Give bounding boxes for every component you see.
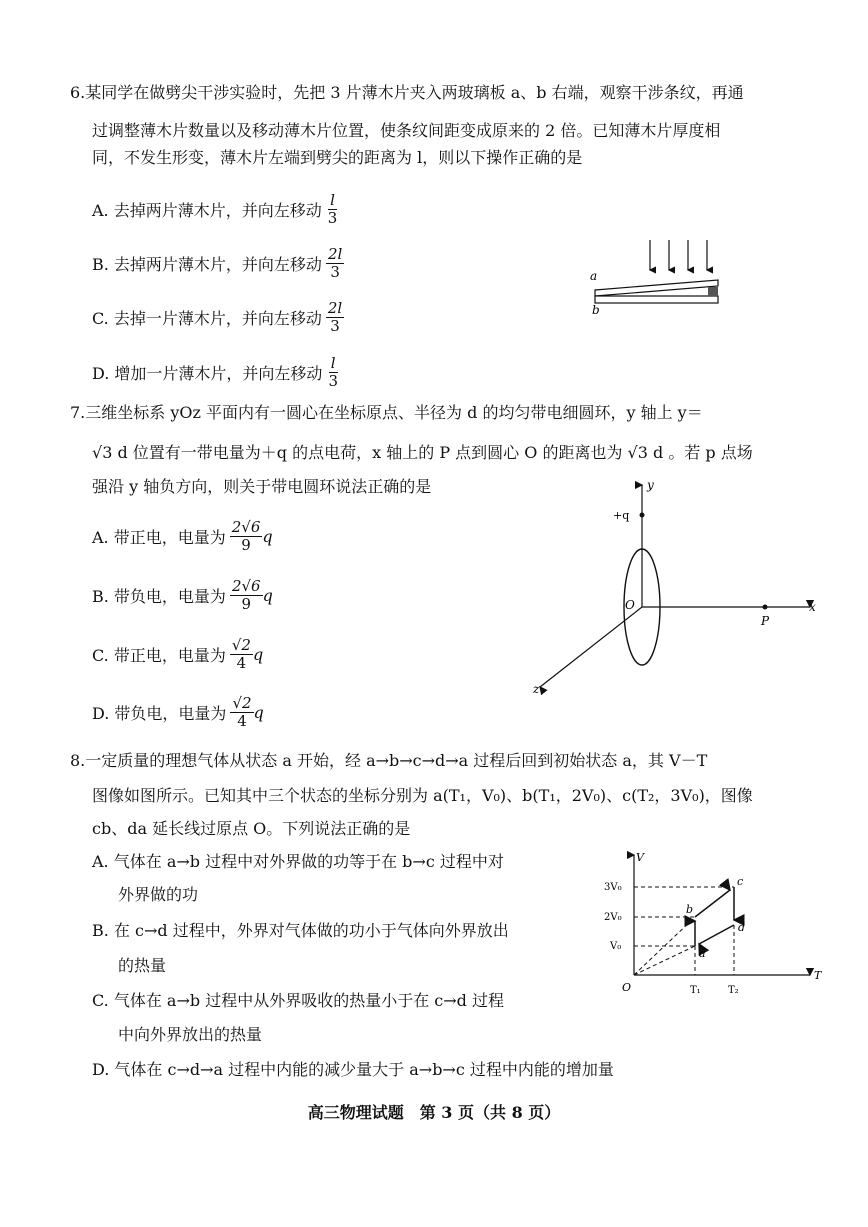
- fraction-den: 3: [330, 262, 340, 281]
- fraction-den: 3: [328, 371, 338, 390]
- q8-option-d: D. 气体在 c→d→a 过程中内能的减少量大于 a→b→c 过程中内能的增加量: [92, 1060, 614, 1079]
- t-axis-label: T: [814, 969, 822, 982]
- plate-b-label: b: [592, 303, 600, 317]
- charge-symbol: q: [252, 644, 264, 664]
- q8-option-c-line-2: 中向外界放出的热量: [118, 1025, 263, 1044]
- q7-option-d: [92, 692, 264, 732]
- q7-option-a-text: A. 带正电，电量为: [92, 527, 226, 547]
- q7-option-c-text: C. 带正电，电量为: [92, 645, 226, 665]
- q6-stem-line-2: 过调整薄木片数量以及移动薄木片位置，使条纹间距变成原来的 2 倍。已知薄木片厚度相: [92, 121, 721, 140]
- q7-stem-line-1: 7.三维坐标系 yOz 平面内有一圆心在坐标原点、半径为 d 的均匀带电细圆环，y 轴上 y＝: [70, 403, 703, 422]
- z-axis-label: z: [533, 682, 540, 696]
- q6-option-a-text: A. 去掉两片薄木片，并向左移动: [92, 200, 322, 220]
- q8-vt-graph: [600, 845, 830, 1000]
- q7-option-a: [92, 516, 273, 556]
- v-axis-label: V: [636, 851, 644, 864]
- q6-stem-line-3: 同，不发生形变，薄木片左端到劈尖的距离为 l，则以下操作正确的是: [92, 148, 583, 167]
- q6-option-d-text: D. 增加一片薄木片，并向左移动: [92, 363, 323, 383]
- q7-stem-line-3: 强沿 y 轴负方向，则关于带电圆环说法正确的是: [92, 477, 432, 496]
- fraction-den: 4: [236, 653, 247, 672]
- plate-a-label: a: [590, 269, 598, 283]
- q6-option-b: [92, 243, 344, 283]
- x-axis-label: x: [809, 600, 816, 614]
- q8-option-c-line-1: C. 气体在 a→b 过程中从外界吸收的热量小于在 c→d 过程: [92, 991, 504, 1010]
- q6-option-c: [92, 297, 344, 337]
- q6-option-c-text: C. 去掉一片薄木片，并向左移动: [92, 308, 322, 328]
- q7-option-b-text: B. 带负电，电量为: [92, 586, 226, 606]
- q7-option-c: [92, 634, 263, 674]
- point-charge-label: +q: [613, 509, 630, 522]
- tick-3v0: 3V₀: [604, 882, 622, 893]
- q8-option-b-line-1: B. 在 c→d 过程中，外界对气体做的功小于气体向外界放出: [92, 921, 509, 940]
- q7-option-d-text: D. 带负电，电量为: [92, 703, 227, 723]
- state-a-label: a: [699, 947, 706, 960]
- fraction-den: 3: [327, 208, 338, 227]
- point-p: [763, 605, 768, 610]
- q6-option-b-text: B. 去掉两片薄木片，并向左移动: [92, 254, 322, 274]
- fraction-num: √2: [231, 635, 251, 654]
- q8-stem-line-1: 8.一定质量的理想气体从状态 a 开始，经 a→b→c→d→a 过程后回到初始状态 a，其 V－T: [70, 751, 708, 770]
- glass-plate-a: [595, 280, 718, 296]
- state-d-label: d: [738, 921, 746, 934]
- q8-stem-line-2: 图像如图所示。已知其中三个状态的坐标分别为 a(T₁，V₀)、b(T₁，2V₀)、c(T₂，3V₀)，图像: [92, 786, 753, 805]
- q7-option-a-fraction: [230, 519, 263, 554]
- q7-coordinate-figure: [525, 475, 825, 700]
- glass-plate-b: [595, 296, 718, 303]
- fraction-den: 3: [330, 316, 340, 335]
- fraction-num: 2l: [327, 244, 343, 263]
- q6-option-d: [92, 352, 340, 392]
- tick-t2: T₂: [728, 985, 739, 996]
- charge-symbol: q: [262, 526, 273, 546]
- wood-chips: [708, 287, 718, 296]
- tick-2v0: 2V₀: [604, 912, 622, 923]
- fraction-num: l: [330, 190, 335, 209]
- process-bc: [695, 890, 730, 917]
- q7-option-d-fraction: [230, 695, 253, 730]
- q6-option-d-fraction: [326, 355, 340, 390]
- q6-option-b-fraction: [326, 246, 344, 281]
- q7-option-b-fraction: [230, 578, 263, 613]
- fraction-num: 2l: [327, 298, 343, 317]
- q8-option-b-line-2: 的热量: [118, 956, 167, 975]
- q8-option-a-line-2: 外界做的功: [118, 885, 199, 904]
- point-p-label: P: [761, 614, 770, 628]
- fraction-den: 9: [241, 535, 251, 554]
- fraction-num: 2√6: [231, 576, 261, 595]
- q8-stem-line-3: cb、da 延长线过原点 O。下列说法正确的是: [92, 819, 411, 838]
- fraction-den: 9: [241, 594, 252, 613]
- fraction-num: 2√6: [231, 517, 261, 536]
- q6-option-c-fraction: [326, 300, 344, 335]
- charge-symbol: q: [253, 702, 264, 722]
- process-da: [699, 925, 734, 944]
- q6-option-a: [92, 189, 339, 229]
- z-axis: [540, 607, 642, 687]
- extension-da: [634, 946, 695, 975]
- tick-t1: T₁: [690, 985, 701, 996]
- q6-stem-line-1: 6.某同学在做劈尖干涉实验时，先把 3 片薄木片夹入两玻璃板 a、b 右端，观察干涉条纹，再通: [70, 83, 744, 102]
- charge-symbol: q: [262, 585, 273, 605]
- q7-option-c-fraction: [230, 637, 253, 672]
- fraction-num: l: [330, 353, 336, 372]
- origin-label: O: [622, 981, 632, 994]
- state-c-label: c: [737, 875, 744, 888]
- q7-stem-line-2: √3 d 位置有一带电量为＋q 的点电荷，x 轴上的 P 点到圆心 O 的距离也为 √3 d 。若 p 点场: [92, 443, 753, 462]
- page-footer: 高三物理试题 第 3 页（共 8 页）: [307, 1103, 561, 1122]
- fraction-num: √2: [232, 693, 252, 712]
- q7-option-b: [92, 575, 273, 615]
- y-axis-label: y: [647, 478, 654, 492]
- point-charge: [640, 513, 645, 518]
- fraction-den: 4: [237, 711, 247, 730]
- state-b-label: b: [686, 903, 694, 916]
- q6-option-a-fraction: [326, 192, 340, 227]
- q8-option-a-line-1: A. 气体在 a→b 过程中对外界做的功等于在 b→c 过程中对: [92, 852, 504, 871]
- q6-wedge-figure: [580, 230, 730, 325]
- origin-label: O: [625, 598, 635, 612]
- tick-v0: V₀: [610, 941, 622, 952]
